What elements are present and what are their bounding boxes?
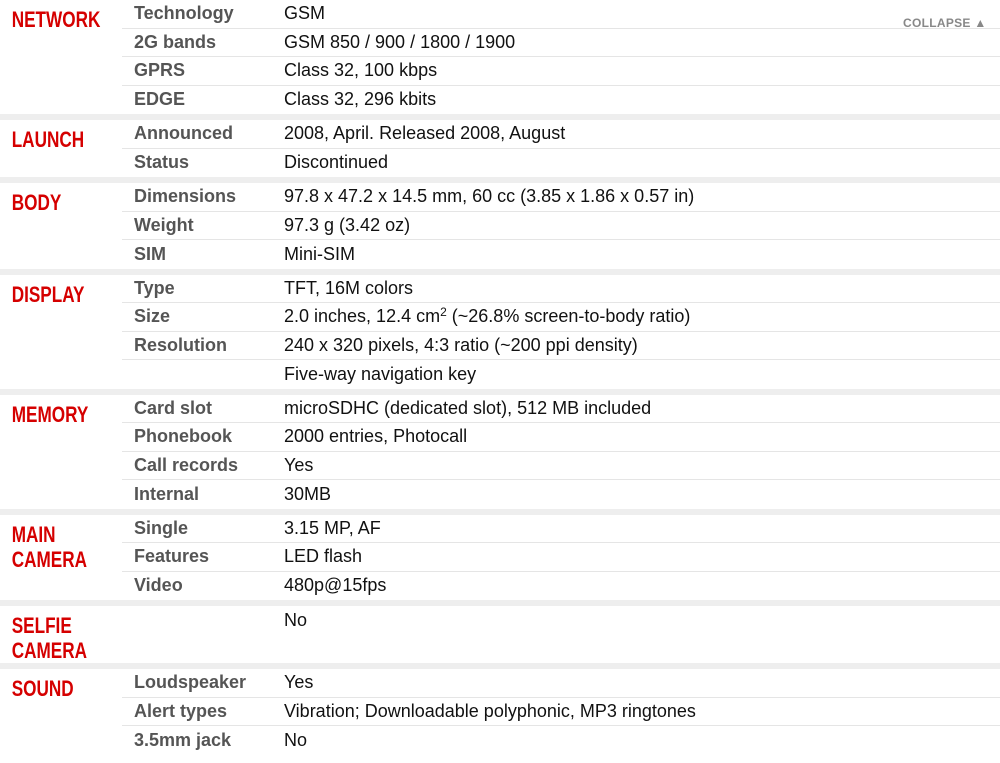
spec-value-text: GSM 850 / 900 / 1800 / 1900 <box>284 31 516 52</box>
section-heading-line: SOUND <box>11 676 74 701</box>
spec-value-text: LED flash <box>284 546 363 567</box>
spec-title[interactable]: Type <box>134 277 175 298</box>
spec-value <box>284 610 1000 631</box>
spec-title[interactable]: Dimensions <box>134 186 237 207</box>
spec-value <box>284 89 1000 110</box>
spec-value <box>284 546 1000 567</box>
spec-value <box>284 60 1000 81</box>
section-heading-line: NETWORK <box>11 7 101 32</box>
spec-value-text: Discontinued <box>284 152 389 173</box>
spec-row <box>122 360 1000 389</box>
spec-value <box>284 32 1000 53</box>
spec-value-text: Class 32, 100 kbps <box>284 60 438 81</box>
spec-value-text: 30MB <box>284 483 332 504</box>
spec-value <box>284 518 1000 539</box>
spec-rows <box>122 275 1000 389</box>
spec-title[interactable]: Loudspeaker <box>134 672 247 693</box>
spec-title[interactable]: Card slot <box>134 397 213 418</box>
spec-row <box>122 543 1000 572</box>
spec-title[interactable]: Phonebook <box>134 426 232 447</box>
spec-row <box>122 240 1000 269</box>
spec-row <box>122 0 1000 29</box>
spec-row <box>122 572 1000 601</box>
spec-value <box>284 398 1000 419</box>
spec-row <box>122 183 1000 212</box>
spec-value <box>284 3 1000 24</box>
spec-value-text: 97.3 g (3.42 oz) <box>284 214 411 235</box>
section-heading[interactable] <box>0 120 95 177</box>
section-heading[interactable] <box>0 669 95 755</box>
spec-title[interactable]: 3.5mm jack <box>134 729 232 750</box>
spec-section-main-camera <box>0 515 1000 607</box>
spec-section-sound <box>0 669 1000 755</box>
spec-value-text: 2000 entries, Photocall <box>284 426 468 447</box>
spec-section-memory <box>0 395 1000 515</box>
section-heading-line: CAMERA <box>11 546 88 572</box>
section-heading-line: SELFIE <box>11 613 72 638</box>
spec-row <box>122 452 1000 481</box>
section-heading[interactable] <box>0 183 95 269</box>
spec-value <box>284 278 1000 299</box>
spec-title[interactable]: Call records <box>134 454 239 475</box>
collapse-label: COLLAPSE <box>903 16 971 30</box>
spec-row <box>122 726 1000 755</box>
spec-value <box>284 364 1000 385</box>
spec-row <box>122 669 1000 698</box>
triangle-up-icon: ▲ <box>974 16 987 30</box>
spec-value-text: 2.0 inches, 12.4 cm <box>284 306 441 327</box>
spec-title[interactable]: Internal <box>134 483 200 504</box>
spec-value-text: Mini-SIM <box>284 243 355 264</box>
section-heading[interactable] <box>0 0 101 114</box>
spec-value-text: 97.8 x 47.2 x 14.5 mm, 60 cc (3.85 x 1.86 x 0.57 in) <box>284 186 695 207</box>
spec-value-text: 240 x 320 pixels, 4:3 ratio (~200 ppi density) <box>284 334 638 355</box>
spec-row <box>122 698 1000 727</box>
spec-rows <box>122 0 1000 114</box>
spec-row <box>122 120 1000 149</box>
spec-section-body <box>0 183 1000 275</box>
spec-value-text: Class 32, 296 kbits <box>284 89 437 110</box>
spec-value <box>284 455 1000 476</box>
spec-rows <box>122 515 1000 601</box>
spec-row <box>122 423 1000 452</box>
spec-title[interactable]: Status <box>134 152 190 173</box>
spec-value-text: Yes <box>284 454 314 475</box>
superscript: 2 <box>440 305 447 320</box>
spec-title[interactable]: Resolution <box>134 334 227 355</box>
spec-value-text: Vibration; Downloadable polyphonic, MP3 ringtones <box>284 700 696 721</box>
spec-row <box>122 275 1000 304</box>
spec-value <box>284 152 1000 173</box>
spec-row <box>122 332 1000 361</box>
spec-section-launch <box>0 120 1000 183</box>
section-heading-line: LAUNCH <box>11 127 85 152</box>
spec-value-text: No <box>284 610 308 630</box>
spec-title[interactable]: Single <box>134 517 189 538</box>
spec-title[interactable]: Announced <box>134 123 233 144</box>
spec-value <box>284 335 1000 356</box>
spec-row <box>122 29 1000 58</box>
spec-rows <box>122 183 1000 269</box>
spec-value-text: TFT, 16M colors <box>284 277 414 298</box>
spec-value-text: Yes <box>284 672 314 693</box>
spec-value <box>284 426 1000 447</box>
spec-value <box>284 575 1000 596</box>
spec-value-text: 3.15 MP, AF <box>284 517 381 538</box>
spec-value <box>284 123 1000 144</box>
spec-section-network <box>0 0 1000 120</box>
spec-title[interactable]: Alert types <box>134 700 228 721</box>
spec-row <box>122 480 1000 509</box>
spec-title[interactable]: EDGE <box>134 89 186 110</box>
spec-value-text: Five-way navigation key <box>284 363 477 384</box>
spec-title[interactable]: GPRS <box>134 60 186 81</box>
section-heading[interactable] <box>0 395 95 509</box>
spec-section-display <box>0 275 1000 395</box>
spec-value-text: microSDHC (dedicated slot), 512 MB included <box>284 397 652 418</box>
section-heading-line: MEMORY <box>11 401 89 427</box>
spec-row <box>122 303 1000 332</box>
spec-rows <box>122 395 1000 509</box>
spec-value <box>284 186 1000 207</box>
spec-value-text: (~26.8% screen-to-body ratio) <box>446 306 691 327</box>
spec-value <box>284 701 1000 722</box>
spec-value <box>284 672 1000 693</box>
section-heading[interactable] <box>0 275 95 389</box>
spec-value-text: 480p@15fps <box>284 575 387 596</box>
spec-value-text: 2008, April. Released 2008, August <box>284 123 566 144</box>
spec-value-text: GSM <box>284 3 326 24</box>
spec-title[interactable]: Video <box>134 575 183 596</box>
spec-value <box>284 484 1000 505</box>
section-heading[interactable] <box>0 606 95 663</box>
spec-rows <box>122 669 1000 755</box>
spec-row <box>122 86 1000 115</box>
spec-value <box>284 730 1000 751</box>
spec-title[interactable]: SIM <box>134 243 167 264</box>
spec-row <box>122 57 1000 86</box>
section-heading-line: DISPLAY <box>11 281 85 307</box>
spec-row <box>122 395 1000 424</box>
spec-row <box>122 149 1000 178</box>
section-heading-line: MAIN <box>11 521 56 547</box>
collapse-button[interactable] <box>903 16 987 30</box>
spec-title[interactable]: Features <box>134 546 210 567</box>
spec-section-selfie-camera <box>0 606 1000 669</box>
spec-row <box>122 212 1000 241</box>
spec-value <box>284 244 1000 265</box>
spec-rows <box>122 606 1000 663</box>
spec-row <box>122 606 1000 663</box>
section-heading[interactable] <box>0 515 95 601</box>
spec-title[interactable]: Size <box>134 306 171 327</box>
section-heading-line: BODY <box>11 190 62 215</box>
spec-title[interactable]: Technology <box>134 3 234 24</box>
spec-value <box>284 306 1000 327</box>
spec-row <box>122 515 1000 544</box>
spec-rows <box>122 120 1000 177</box>
spec-value-text: No <box>284 729 308 750</box>
section-heading-line: CAMERA <box>11 638 88 663</box>
spec-title[interactable]: 2G bands <box>134 31 217 52</box>
spec-value <box>284 215 1000 236</box>
spec-title[interactable]: Weight <box>134 214 194 235</box>
